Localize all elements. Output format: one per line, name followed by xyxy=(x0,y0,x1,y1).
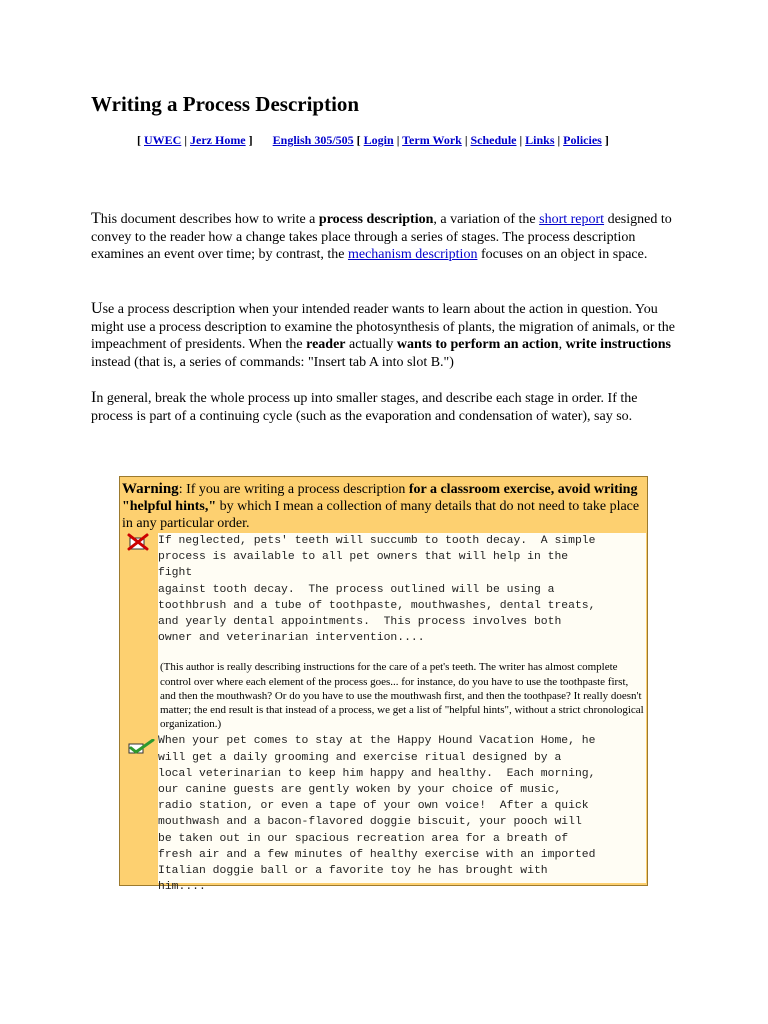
warning-text: Warning: If you are writing a process description for a classroom exercise, avoid writing "helpful hints," by which I mean a collection of many details that do not need to take place in any particular order. xyxy=(122,481,640,531)
mechanism-description-link[interactable]: mechanism description xyxy=(347,247,478,262)
nav-link-english[interactable]: English 305/505 xyxy=(272,133,354,147)
green-check-icon xyxy=(127,739,155,760)
author-note: (This author is really describing instructions for the care of a pet's teeth. The writer has almost complete control over where each element of the process goes... for instance, do you have to use the toothpaste first, and then the mouthwash? Or do you have to use the mouthwash first, and then the toothpase? It really doesn't matter; the end result is that instead of a process, we get a list of "helpful hints", without a strict chronological organization.) xyxy=(160,661,644,731)
nav-link-policies[interactable]: Policies xyxy=(563,133,602,147)
short-report-link[interactable]: short report xyxy=(539,212,605,227)
examples-panel xyxy=(158,533,646,894)
bad-example: If neglected, pets' teeth will succumb to tooth decay. A simple process is available to all pet owners that will help in the fight against tooth decay. The process outlined will be using a toothbrush and a tube of toothpaste, mouthwashes, dental treats, and yearly dental appointments. This process involves both owner and veterinarian intervention.... xyxy=(158,535,596,645)
nav-link-term-work[interactable]: Term Work xyxy=(402,133,462,147)
structure-paragraph: In general, break the whole process up into smaller stages, and describe each stage in order. If the process is part of a continuing cycle (such as the evaporation and condensation of water), say so. xyxy=(91,389,638,424)
warning-box xyxy=(119,476,648,894)
nav-link-jerz-home[interactable]: Jerz Home xyxy=(190,133,246,147)
intro-paragraph: This document describes how to write a process description, a variation of the short report designed to convey to the reader how a change takes place through a series of stages. The process description examines an event over time; by contrast, the mechanism description focuses on an object in space. xyxy=(91,210,672,262)
red-x-icon xyxy=(127,533,153,556)
good-example: When your pet comes to stay at the Happy Hound Vacation Home, he will get a daily grooming and exercise ritual designed by a local veterinarian to keep him happy and healthy. Each morning, our canine guests are gently woken by your choice of music, radio station, or even a tape of your own voice! After a quick mouthwash and a bacon-flavored doggie biscuit, your pooch will be taken out in our spacious recreation area for a breath of fresh air and a few minutes of healthy exercise with an imported Italian doggie ball or a favorite toy he has brought with him.... xyxy=(158,735,596,894)
usage-paragraph: Use a process description when your intended reader wants to learn about the action in question. You might use a process description to examine the photosynthesis of plants, the migration of animals, or the impeachment of presidents. When the reader actually wants to perform an action, write instructions instead (that is, a series of commands: "Insert tab A into slot B.") xyxy=(91,300,675,370)
nav-link-uwec[interactable]: UWEC xyxy=(144,133,182,147)
nav-link-login[interactable]: Login xyxy=(363,133,394,147)
page-title: Writing a Process Description xyxy=(91,92,360,116)
nav-link-schedule[interactable]: Schedule xyxy=(470,133,517,147)
nav-bar: [ UWEC | Jerz Home ] English 305/505 [ Login | Term Work | Schedule | Links | Policies ] xyxy=(137,133,609,147)
nav-link-links[interactable]: Links xyxy=(525,133,555,147)
